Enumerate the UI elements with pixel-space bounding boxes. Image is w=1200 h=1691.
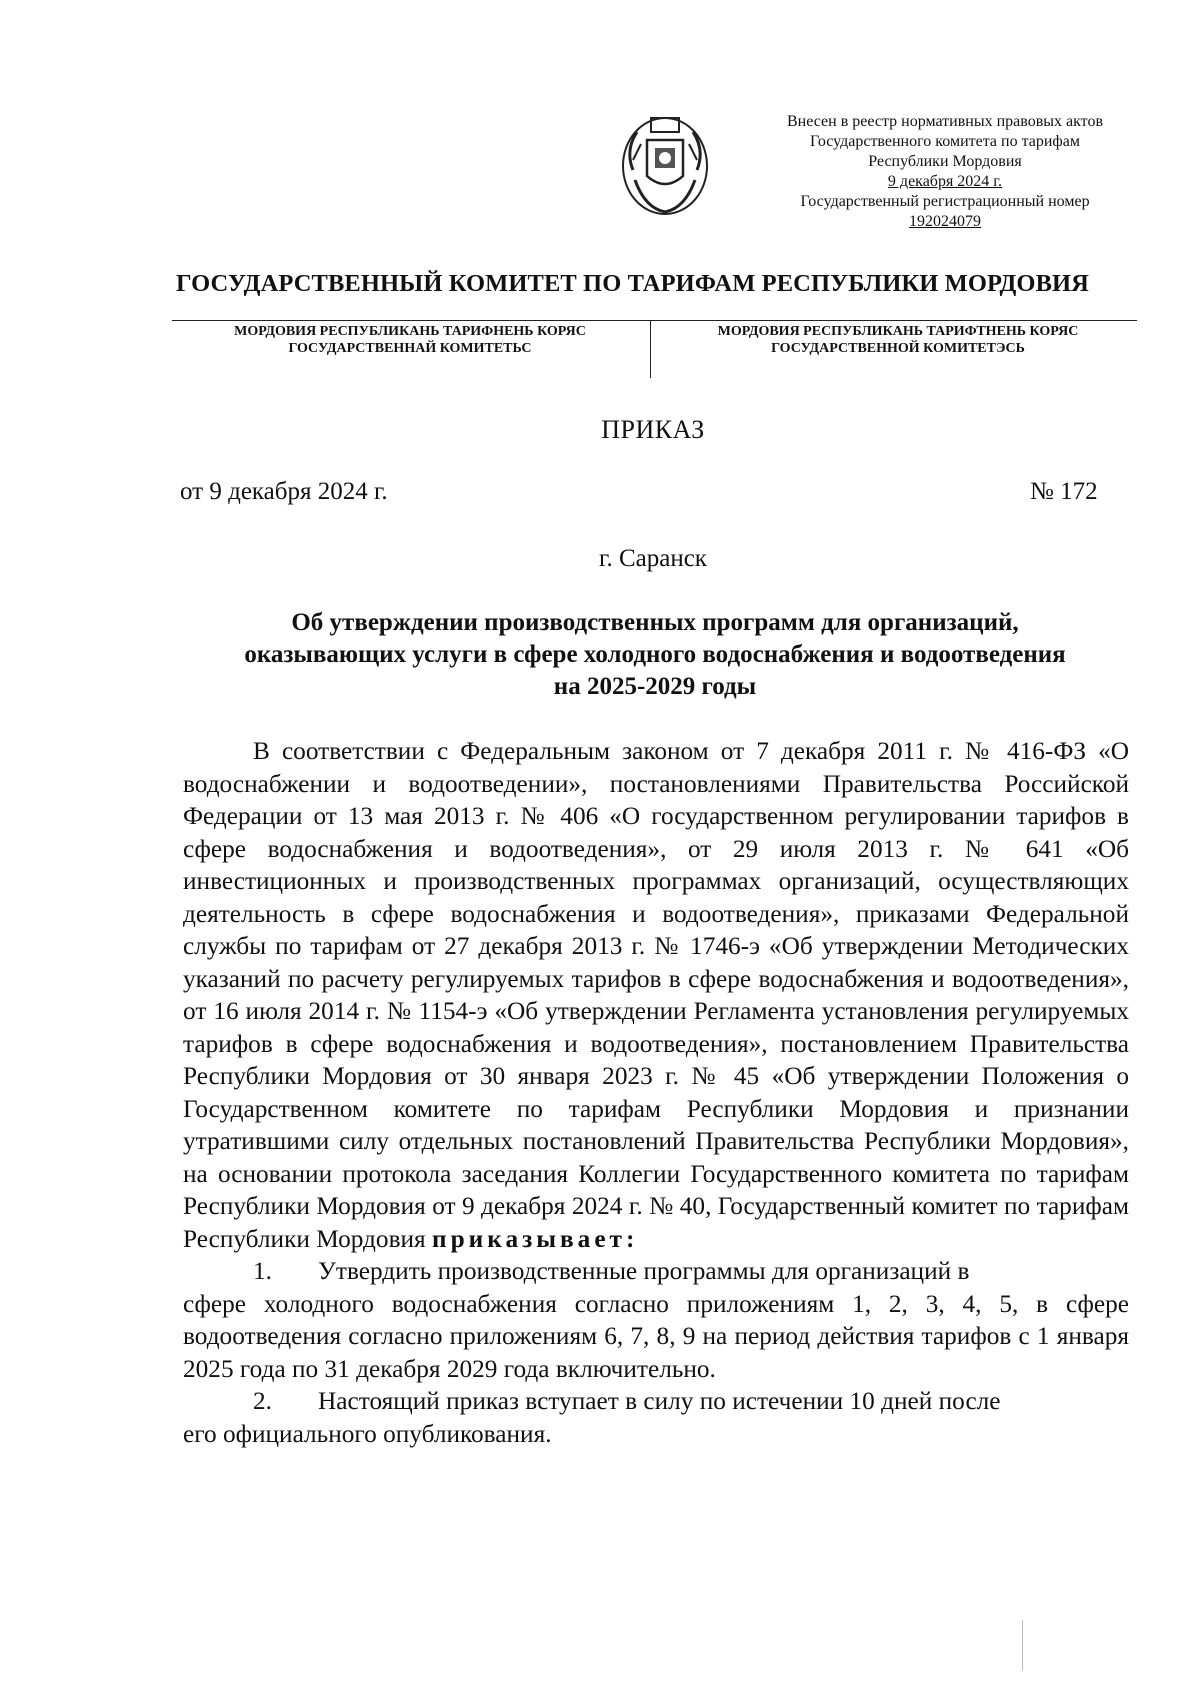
organization-name-line: МОРДОВИЯ РЕСПУБЛИКАНЬ ТАРИФНЕНЬ КОРЯС xyxy=(234,324,586,339)
heading-line: на 2025-2029 годы xyxy=(553,673,757,700)
organization-name-line: МОРДОВИЯ РЕСПУБЛИКАНЬ ТАРИФТНЕНЬ КОРЯС xyxy=(717,324,1079,339)
order-item-2 xyxy=(183,1385,1129,1418)
orders-keyword: приказывает: xyxy=(432,1224,639,1253)
registry-note xyxy=(745,112,1145,232)
document-date: от 9 декабря 2024 г. xyxy=(180,478,388,505)
registry-date: 9 декабря 2024 г. xyxy=(887,173,1003,190)
coat-of-arms-emblem xyxy=(615,110,715,220)
registry-number: 192024079 xyxy=(909,213,981,230)
registry-line: Государственного комитета по тарифам xyxy=(809,133,1081,150)
preamble-paragraph xyxy=(183,735,1129,1255)
scan-artifact-line xyxy=(1022,1620,1023,1670)
organization-name-left xyxy=(190,323,630,357)
document-number: № 172 xyxy=(1030,478,1098,505)
item-text: Утвердить производственные программы для организаций в xyxy=(318,1257,970,1285)
header-divider xyxy=(650,320,651,378)
header-rule xyxy=(172,320,1137,321)
registry-line: Республики Мордовия xyxy=(868,153,1022,170)
organization-name-right xyxy=(668,323,1128,357)
order-item-1 xyxy=(183,1255,1129,1288)
organization-title: ГОСУДАРСТВЕННЫЙ КОМИТЕТ ПО ТАРИФАМ РЕСПУБЛИКИ МОРДОВИЯ xyxy=(176,270,1089,297)
heading-line: оказывающих услуги в сфере холодного водоснабжения и водоотведения xyxy=(244,641,1066,668)
item-number: 1. xyxy=(253,1257,272,1285)
document-heading xyxy=(180,607,1130,703)
heading-line: Об утверждении производственных программ для организаций, xyxy=(291,609,1019,636)
organization-name-line: ГОСУДАРСТВЕННАЙ КОМИТЕТЬС xyxy=(288,341,532,356)
item-number: 2. xyxy=(253,1387,272,1415)
document-type: ПРИКАЗ xyxy=(601,415,705,444)
organization-name-line: ГОСУДАРСТВЕННОЙ КОМИТЕТЭСЬ xyxy=(771,341,1025,356)
document-body xyxy=(183,735,1129,1450)
registry-line: Внесен в реестр нормативных правовых актов xyxy=(787,113,1103,130)
document-city: г. Саранск xyxy=(599,545,707,572)
registry-line: Государственный регистрационный номер xyxy=(800,193,1090,210)
preamble-text: В соответствии с Федеральным законом от 7 декабря 2011 г. № 416-ФЗ «О водоснабжении и водоотведении», постановлениями Правительства Российской Федерации от 13 мая 2013 г. № 406 «О государственном регулировании тарифов в сфере водоснабжения и водоотведения», от 29 июля 2013 г. № 641 «Об инвестиционных и производственных программах организаций, осуществляющих деятельность в сфере водоснабжения и водоотведения», приказами Федеральной службы по тарифам от 27 декабря 2013 г. № 1746-э «Об утверждении Методических указаний по расчету регулируемых тарифов в сфере водоснабжения и водоотведения», от 16 июля 2014 г. № 1154-э «Об утверждении Регламента установления регулируемых тарифов в сфере водоснабжения и водоотведения», постановлением Правительства Республики Мордовия от 30 января 2023 г. № 45 «Об утверждении Положения о Государственном комитете по тарифам Республики Мордовия и признании утратившими силу отдельных постановлений Правительства Республики Мордовия», на основании протокола заседания Коллегии Государственного комитета по тарифам Республики Мордовия от 9 декабря 2024 г. № 40, Государственный комитет по тарифам Республики Мордовия xyxy=(183,737,1129,1253)
item-continuation: его официального опубликования. xyxy=(183,1419,552,1448)
item-text: Настоящий приказ вступает в силу по истечении 10 дней после xyxy=(318,1387,1001,1415)
item-continuation: сфере холодного водоснабжения согласно приложениям 1, 2, 3, 4, 5, в сфере водоотведения согласно приложениям 6, 7, 8, 9 на период действия тарифов с 1 января 2025 года по 31 декабря 2029 года включительно. xyxy=(183,1289,1129,1383)
